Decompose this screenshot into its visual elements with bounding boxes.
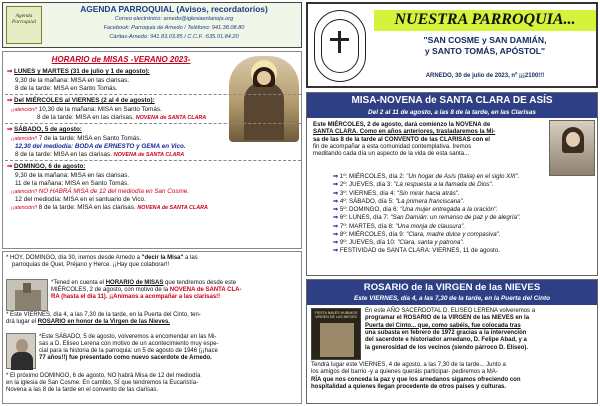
novena-intro: Este MIÉRCOLES, 2 de agosto, dará comienzo la NOVENA de SANTA CLARA. Como en años anteriores, trasladaremos la Mi- sa de las 8 de la tarde al CONVENTO de las CLARISAS con el fin de acompañar a esta comunidad contemplativa. Iremos meditando cada día un aspecto de la vida de esta santa... — [313, 121, 496, 158]
novena-day: ⇒ 1º: MIÉRCOLES, día 2: "Un hogar de Asís (Italia) en el siglo XIII". — [333, 173, 520, 180]
horario-line: 12,30 del mediodía: BODA de ERNESTO y GEMA en Vico. — [15, 143, 186, 150]
santa-clara-image — [229, 56, 299, 142]
horario-sabado: ⇒ SÁBADO, 5 de agosto: — [7, 126, 82, 133]
novena-day: ⇒ 5º: DOMINGO, día 6: "Una mujer entregada a la oración". — [333, 206, 498, 213]
horario-line: 9,30 de la mañana: MISA en las clarisas. — [15, 77, 130, 84]
parish-seal — [314, 10, 366, 82]
novena-day: ⇒ 3º: VIERNES, día 4: "Sin mirar hacia atrás". — [333, 189, 460, 197]
agenda-facebook: Facebook: Parroquia de Arnedo / Teléfono: 941.38.08.80 — [103, 25, 245, 31]
newsletter-title: NUESTRA PARROQUIA... — [374, 10, 596, 31]
novena-day: ⇒ 9º: JUEVES, día 10: "Clara, santa y patrona". — [333, 239, 465, 246]
novena-day: ⇒ 6º: LUNES, día 7: "San Damián: un remanso de paz y de alegría". — [333, 214, 521, 222]
novena-festividad: ⇒ FESTIVIDAD de SANTA CLARA: VIERNES, 11 de agosto. — [333, 247, 500, 255]
horario-domingo: ⇒ DOMINGO, 6 de agosto: — [7, 163, 86, 170]
horario-line: ¡¡atención!! 10,30 de la mañana: MISA en Santo Tomás. — [11, 106, 162, 113]
horario-line: 12 del mediodía: MISA en el santuario de Vico. — [15, 196, 146, 203]
horario-lunes-martes: ⇒ LUNES y MARTES (31 de julio y 1 de agosto): — [7, 68, 150, 75]
rosario-text-continued: Tendrá lugar este VIERNES, 4 de agosto, a las 7,30 de la tarde... Junto a los amigos del barrio -y a quienes queráis participar- pediremos a MA- RÍA que nos conceda la paz y que los arnedanos sigamos ofreciendo con hospitalidad a quienes llegan procedente de otros países y culturas. — [311, 362, 521, 390]
right-column — [306, 2, 598, 404]
newsletter-subtitle: "SAN COSME y SAN DAMIÁN, y SANTO TOMÁS, APÓSTOL" — [423, 35, 547, 56]
rosario-title: ROSARIO de la VIRGEN de las NIEVES — [307, 280, 597, 294]
notice-domingo: * HOY, DOMINGO, día 30, iremos desde Arnedo a "decir la Misa" a las parroquias de Quel, Préjano y Herce. ¡¡Hay que colaborar!! — [6, 255, 198, 269]
horario-line: 8 de la tarde: MISA en Santo Tomás. — [15, 85, 118, 92]
agenda-caritas: Cáritas-Arnedo: 941.83.03.85 / C.C.F. :635.01.84.20 — [109, 34, 239, 40]
santa-clara-portrait — [549, 120, 595, 176]
priest-image — [6, 333, 36, 369]
notice-rosario: * Este VIERNES, día 4, a las 7,30 de la tarde, en la Puerta del Cinto, ten- drá lugar el ROSARIO en honor de la Virgen de las Nieves. — [6, 312, 201, 326]
rosario-subtitle: Este VIERNES, día 4, a las 7,30 de la tarde, en la Puerta del Cinto — [307, 294, 597, 305]
horario-title: HORARIO de MISAS -VERANO 2023- — [51, 55, 191, 64]
rosario-book-image: FIESTA NAVES HUBIMOS VIRGEN DE LAS NIEVES — [311, 308, 361, 360]
parroquia-header — [306, 2, 598, 88]
church-image — [6, 279, 48, 311]
agenda-logo: Agenda Parroquial — [6, 6, 42, 44]
rosario-text: En este AÑO SACERDOTAL D. ELISEO LERENA volveremos a programar el ROSARIO de la VIRGEN de las NIEVES en la Puerta del Cinto... que, como sabéis, fue colocada tras una subasta en febrero de 1972 gracias a la intervención del sacerdote e historiador arnedano, D. Felipe Abad, y a la generosidad de los vecinos (siendo párroco D. Eliseo). — [365, 308, 536, 351]
notice-sabado: *Este SÁBADO, 5 de agosto, volveremos a encomendar en las Mi- sas a D. Eliseo Lerena con motivo de un acontecimiento muy espe- cial para la historia de la parroquia: un 5 de agosto de 1946 (¡¡hace 77 años!!) fue presentado como nuevo sacerdote de Arnedo. — [39, 334, 219, 362]
novena-day: ⇒ 4º: SÁBADO, día 5: "La primera franciscana". — [333, 197, 465, 205]
horario-line: ¡¡atención!! NO HABRÁ MISA de 12 del mediodía en San Cosme. — [11, 188, 189, 195]
novena-subtitle: Del 2 al 11 de agosto, a las 8 de la tarde, en las Clarisas — [307, 108, 597, 118]
novena-day: ⇒ 8º: MIÉRCOLES, día 9: "Clara, madre dulce y compasiva". — [333, 230, 501, 238]
left-column — [2, 2, 302, 404]
horario-line: 8 de la tarde: MISA en las clarisas. NOVENA de SANTA CLARA — [37, 114, 207, 121]
agenda-title: AGENDA PARROQUIAL (Avisos, recordatorios) — [80, 4, 268, 14]
horario-line: 8 de la tarde: MISA en las clarisas. NOVENA de SANTA CLARA — [15, 151, 185, 158]
horario-line: 9,30 de la mañana: MISA en las clarisas. — [15, 172, 130, 179]
novena-day: ⇒ 2º: JUEVES, día 3: "La respuesta a la llamada de Dios". — [333, 181, 494, 189]
horario-section — [2, 51, 302, 249]
notices-section — [2, 251, 302, 404]
newsletter-date: ARNEDO, 30 de julio de 2023, nº ¡¡¡2100!!! — [425, 73, 545, 79]
novena-days-list — [333, 173, 595, 256]
horario-line: ¡¡atención!! 8 de la tarde: MISA en las clarisas. NOVENA de SANTA CLARA — [11, 204, 208, 211]
notice-proximo-domingo: * El próximo DOMINGO, 6 de agosto, NO habrá Misa de 12 del mediodía en la iglesia de San Cosme. En cambio, SÍ que tendremos la Eucaristía- Novena a las 8 de la tarde en el convento de las clarisas. — [6, 373, 201, 394]
novena-day: ⇒ 7º: MARTES, día 8: "Una monja de clausura". — [333, 222, 466, 230]
horario-line: 11 de la mañana: MISA en Santo Tomás. — [15, 180, 129, 187]
agenda-email: Correo electrónico: arnedo@iglesiaenlarioja.org — [114, 16, 234, 22]
horario-line: ¡¡atención!! 7 de la tarde: MISA en Santo Tomás. — [11, 135, 142, 142]
novena-title: MISA-NOVENA de SANTA CLARA DE ASÍS — [307, 93, 597, 108]
rosario-section — [306, 279, 598, 404]
notice-horario: *Tened en cuenta el HORARIO de MISAS que tendremos desde este MIÉRCOLES, 2 de agosto, con motivo de la NOVENA de SANTA CLA- RA (hasta el día 11). ¡¡Animaos a acompañar a las clarisas!! — [51, 280, 242, 301]
novena-section — [306, 92, 598, 276]
horario-miercoles-viernes: ⇒ Del MIÉRCOLES al VIERNES (2 al 4 de agosto): — [7, 97, 155, 104]
agenda-header — [2, 2, 302, 48]
